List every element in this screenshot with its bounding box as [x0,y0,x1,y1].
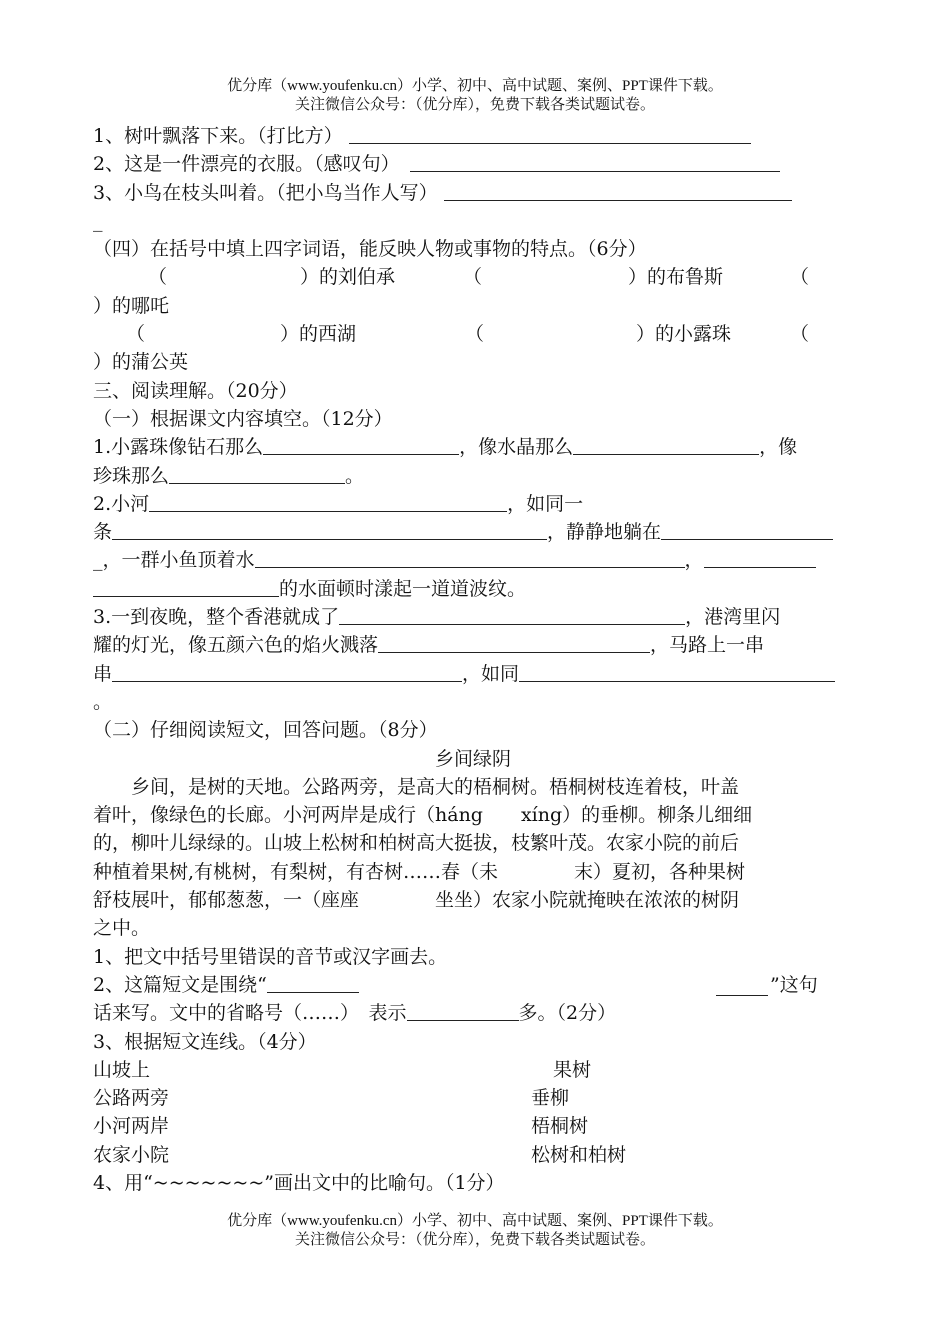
worksheet-content [93,122,853,1197]
passage-line: 的，柳叶儿绿绿的。山坡上松树和柏树高大挺拔，枝繁叶茂。农家小院的前后 [93,832,740,855]
match-left-item[interactable]: 公路两旁 [93,1087,170,1110]
fill-2-line-3: _，一群小鱼顶着水 ， [93,546,853,574]
match-row [93,1084,853,1112]
answer-blank[interactable] [378,632,650,653]
answer-blank[interactable] [573,434,759,455]
passage-line: 种植着果树,有桃树，有梨树，有杏树……春（未 末）夏初，各种果树 [93,860,746,883]
passage-line: 之中。 [93,917,151,940]
fill-1-line-2: 珍珠那么 。 [93,464,365,487]
fill-3-line-4: 。 [93,690,113,713]
footer-line-2: 关注微信公众号：（优分库），免费下载各类试题试卷。 [294,1232,655,1248]
header-line-2: 关注微信公众号：（优分库），免费下载各类试题试卷。 [294,97,655,113]
question-4: 4、用“~~~~~~~”画出文中的比喻句。（1分） [93,1171,505,1194]
passage-line: 着叶，像绿色的长廊。小河两岸是成行（háng xíng）的垂柳。柳条儿细细 [93,804,753,827]
fill-2-line-4: 的水面顿时漾起一道道波纹。 [93,575,853,603]
footer-line-1: 优分库（www.youfenku.cn）小学、初中、高中试题、案例、PPT课件下载。 [227,1213,723,1229]
header-line-1: 优分库（www.youfenku.cn）小学、初中、高中试题、案例、PPT课件下载。 [227,78,723,94]
passage-line: 舒枝展叶，郁郁葱葱，一（座座 坐坐）农家小院就掩映在浓浓的树阴 [93,889,740,912]
section-4-row-2: （ ）的西湖 （ ）的小露珠 （ [126,323,810,346]
answer-blank[interactable] [407,1000,519,1021]
match-right-item[interactable]: 松树和柏树 [531,1143,627,1166]
match-right-item[interactable]: 果树 [553,1058,592,1081]
page-header [0,77,950,115]
rewrite-q3-tail: _ [93,209,103,232]
match-left-item[interactable]: 农家小院 [93,1143,170,1166]
match-right-item[interactable]: 垂柳 [531,1087,570,1110]
answer-blank[interactable] [112,519,547,540]
section-4-title: （四）在括号中填上四字词语，能反映人物或事物的特点。（6分） [93,238,647,261]
fill-3-line-2: 耀的灯光，像五颜六色的焰火溅落 ，马路上一串 [93,634,765,657]
section-4-row-2b: ）的蒲公英 [93,351,189,374]
reading-part1-title: （一）根据课文内容填空。（12分） [93,407,393,430]
match-right-item[interactable]: 梧桐树 [531,1115,589,1138]
answer-blank[interactable] [716,975,768,996]
answer-blank[interactable] [444,180,792,201]
match-left-item[interactable]: 山坡上 [93,1058,151,1081]
answer-blank[interactable] [410,151,780,172]
answer-blank[interactable] [267,972,359,993]
answer-blank[interactable] [149,491,507,512]
answer-blank[interactable] [339,604,685,625]
answer-blank[interactable] [169,463,345,484]
match-left-item[interactable]: 小河两岸 [93,1115,170,1138]
match-row [93,1141,853,1169]
reading-title: 三、阅读理解。（20分） [93,379,298,402]
question-1: 1、把文中括号里错误的音节或汉字画去。 [93,945,448,968]
answer-blank[interactable] [704,547,816,568]
rewrite-q2: 2、这是一件漂亮的衣服。（感叹句） [93,150,853,178]
reading-part2-title: （二）仔细阅读短文，回答问题。（8分） [93,719,438,742]
passage-title: 乡间绿阴 [434,747,511,770]
question-2-line-2: 话来写。文中的省略号（……） 表示 多。（2分） [93,1002,617,1025]
answer-blank[interactable] [349,123,751,144]
page-footer [0,1212,950,1250]
match-row [93,1112,853,1140]
section-4-row-1: （ ）的刘伯承 （ ）的布鲁斯 （ [148,266,810,289]
question-2-line-1: 2、这篇短文是围绕“ ”这句 [93,973,818,996]
fill-3-line-3: 串 ，如同 [93,660,853,688]
answer-blank[interactable] [661,519,833,540]
question-3: 3、根据短文连线。（4分） [93,1030,317,1053]
rewrite-q3: 3、小鸟在枝头叫着。（把小鸟当作人写） [93,179,853,207]
match-row [93,1056,853,1084]
fill-2-line-2: 条 ，静静地躺在 [93,518,853,546]
fill-1-line-1: 1.小露珠像钻石那么 ，像水晶那么 ，像 [93,436,798,459]
fill-2-line-1: 2.小河 ，如同一 [93,492,584,515]
rewrite-q1: 1、树叶飘落下来。（打比方） [93,122,853,150]
answer-blank[interactable] [112,661,462,682]
passage-line: 乡间，是树的天地。公路两旁，是高大的梧桐树。梧桐树枝连着枝，叶盖 [131,775,740,798]
answer-blank[interactable] [93,576,279,597]
answer-blank[interactable] [263,434,459,455]
fill-3-line-1: 3.一到夜晚，整个香港就成了 ，港湾里闪 [93,606,781,629]
section-4-row-1b: ）的哪吒 [93,294,170,317]
answer-blank[interactable] [519,661,835,682]
answer-blank[interactable] [255,547,685,568]
